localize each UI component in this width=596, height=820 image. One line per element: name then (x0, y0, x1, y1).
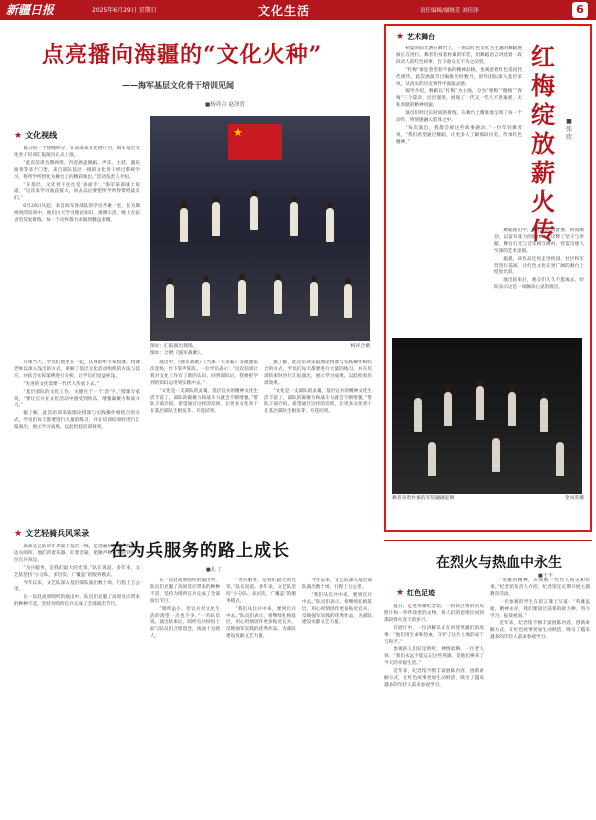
third-headline: 在烈火与热血中永生 (436, 555, 562, 571)
paragraph: 夏日，走进英雄纪念馆，一段段泛黄的历史照片和一件件珍贵的文物，将人们的思绪拉回到那段烽火连天的岁月。 (384, 604, 484, 623)
main-article-col1 (14, 146, 140, 336)
stage-light (150, 236, 370, 341)
second-article-col3 (226, 578, 296, 814)
paragraph: 6月29日从起，来自海军各部队的学员齐聚一堂，在为期两周的培训中，他们白天学习理论知识、观摩示范，晚上在宿舍里反复排练，每一个动作都力求做到精益求精。 (14, 204, 140, 224)
paragraph: 某部文艺队常年奔波于基层一线，足迹遍布高原、海岛、边关哨所。他们背着乐器、扛着音箱，把歌声和欢笑送到每一位官兵身边。 (14, 544, 140, 563)
paragraph: 近年来，纪念馆不断丰富展陈内容，创新讲解方式，让红色故事更加生动鲜活，吸引了越来越多的年轻人前来参观学习。 (490, 621, 590, 641)
feature-vertical-title: 红梅绽放薪火传 (531, 42, 555, 245)
second-byline: ■孔 丁 (206, 567, 223, 573)
feature-photo-dancers (392, 338, 582, 494)
paragraph: 在一次赴高原哨所的演出中，队员们克服了高原反应带来的种种不适，坚持为哨所官兵完成了全部演出节目。 (150, 578, 220, 604)
performer-figure (428, 442, 436, 476)
performer-figure (540, 398, 548, 432)
third-article-col2 (490, 578, 590, 814)
flag-image (228, 124, 282, 160)
third-byline: ■王丰 (538, 573, 553, 579)
performer-figure (180, 208, 188, 242)
second-article-col4 (302, 578, 372, 814)
paragraph: 开课当天，学员们围坐在一起，认真聆听专家授课。授课老师以深入浅出的方式，讲解了基层文化活动组织的方法与技巧，并结合实际案例进行分析，让学员们受益匪浅。 (14, 360, 140, 379)
paragraph: 据了解，此次培训采取理论授课与实践操作相结合的方式，学员们每天都要进行大量的练习，并在培训结束时进行汇报演出，展示学习成果，以此检验培训效果。 (14, 411, 140, 431)
paragraph: “文化是一支部队的灵魂，基层官兵的精神文化生活丰富了，部队的凝聚力和战斗力就会不断增强。”带队干部介绍，希望通过这样的培训，让更多文化骨干在基层部队生根发芽、开花结果。 (150, 388, 258, 415)
performer-figure (476, 386, 484, 420)
paragraph: “红梅”象征着坚韧不拔的精神品格，也寓意着红色基因代代相传。此次展演节目编排历时数月，创作团队深入基层采风，从真实的历史事件中汲取灵感。 (396, 67, 522, 87)
main-photo-performance (150, 116, 370, 341)
performer-figure (290, 202, 298, 236)
paragraph: “英雄的精神，应该被一代代人铭记和传承。”纪念馆负责人介绍，纪念馆还定期开展主题教育活动。 (490, 578, 590, 597)
paragraph: 演出结束后，观众们久久不愿离去，纷纷表示这是一场触动心灵的演出。 (494, 278, 584, 291)
paragraph: “此次培训为期两周，内容涵盖舞蹈、声乐、主持、器乐演奏等多个门类，来自部队基层一线的文化骨干经过系统学习，将所学所悟化为舞台上的精彩演出。”活动负责人介绍。 (14, 160, 140, 180)
feature-photo-caption: 舞者身着朴素的军装翩翩起舞 (392, 496, 455, 501)
section-heading-label: 文艺轻骑兵风采录 (25, 528, 90, 538)
section-heading-label: 艺术舞台 (407, 32, 436, 41)
second-headline: 在为兵服务的路上成长 (110, 541, 290, 561)
paragraph: 编导介绍，舞蹈以“红梅”为主线，分为“寒梅”“傲梅”“春梅”三个篇章，层层递进，展现了一代又一代人不畏艰难、无私奉献的精神风貌。 (396, 89, 522, 109)
editors-line: 责任编辑/谢继芳 刘佳泽 (420, 8, 479, 14)
paragraph: “基层部队的文化工作，关键在于一个‘活’字。”授课专家说，“要让官兵在文化活动中感受到快乐，增强凝聚力和战斗力。” (14, 389, 140, 409)
paragraph: “为兵服务，是我们最大的光荣。”队长说道。多年来，文艺队坚持“小分队、多层次、广覆盖”的服务模式。 (14, 565, 140, 578)
main-article-col2 (14, 360, 140, 520)
main-article-col4 (264, 360, 372, 520)
caption-line: 图①：汇报演出现场。 (150, 344, 198, 349)
performer-figure (166, 284, 174, 318)
paragraph: “我们从官兵中来，要到官兵中去。”队员们表示，将继续扎根基层，用心用情创作更多贴近官兵、反映强军实践的优秀作品，为部队建设贡献文艺力量。 (226, 606, 296, 640)
section-heading-troupe (14, 528, 89, 539)
paragraph: 在展厅中，一位讲解员正在讲述英雄们的故事：“他们用生命和热血，守护了这片土地的安宁与和平。” (384, 625, 484, 645)
performer-figure (326, 208, 334, 242)
main-headline: 点亮播向海疆的“文化火种” (42, 42, 323, 68)
paragraph: 演出中，《强军战歌》《当那一天来临》等歌曲依次登场，台下掌声阵阵。一位学员表示：“这次培训让我对文化工作有了新的认识，回到部队后，我要把学到的知识运用到实践中去。” (150, 360, 258, 386)
masthead (0, 0, 596, 20)
paragraph: 参观的人们驻足聆听，神情肃穆。一位老人说：“我们永远不能忘记这些英雄，是他们换来了今天的幸福生活。” (384, 647, 484, 667)
paragraph: 演员们经过长时间的排练，在舞台上精准地呈现了每一个动作，将情感融入肢体之中。 (396, 111, 522, 124)
star-icon: ★ (396, 32, 405, 42)
main-article-col3 (150, 360, 258, 520)
paragraph: 今年以来，文艺队深入基层部队演出数十场，行程上万公里。 (14, 580, 140, 593)
paragraph: 今年以来，文艺队深入基层部队演出数十场，行程上万公里。 (302, 578, 372, 590)
paragraph: “先进的文化需要一代代人传承下去。” (23, 381, 100, 387)
paragraph: “为兵服务，是我们最大的光荣。”队长说道。多年来，文艺队坚持“小分队、多层次、广覆盖”的服务模式。 (226, 578, 296, 604)
performer-figure (414, 398, 422, 432)
section-heading-label: 红色足迹 (407, 588, 436, 597)
paragraph: 舞蹈演出中，演员们时而舒展、时而刚劲，以富有张力的肢体动作诠释了坚守与奉献，舞台灯光与音乐相互映衬，营造出感人至深的艺术氛围。 (494, 228, 584, 254)
second-article-col1 (14, 544, 140, 814)
section-heading-culture (14, 130, 57, 141)
feature-photo-credit: 金凤英摄 (564, 496, 584, 501)
paragraph: 一名参观的学生在留言簿上写道：“英雄虽逝，精神永存，我们要接过前辈的接力棒，努力学习，报效祖国。” (490, 599, 590, 619)
paragraph: 夏日的一个傍晚时分，在南部某文化展厅内，海军基层文化骨干培训汇报演出正式上演。 (14, 146, 140, 158)
page-number: 6 (572, 2, 588, 18)
paragraph: 据了解，此次培训采取理论授课与实践操作相结合的方式，学员们每天都要进行大量的练习，并在培训结束时进行汇报演出，展示学习成果，以此检验培训效果。 (264, 360, 372, 386)
main-byline: ■杨祥合 赵泽普 (205, 102, 245, 108)
performer-figure (556, 442, 564, 476)
newspaper-logo: 新疆日报 (6, 3, 55, 17)
paragraph: 初夏的阳光洒在舞台上，一场以红色文化为主题的舞蹈展演正在进行。舞者们身着朴素的军装，用舞蹈语言讲述着一段段动人的红色故事，台下观众无不为之动容。 (396, 46, 522, 65)
page-section-title: 文化生活 (258, 4, 311, 18)
paragraph: “每次演出，我都会被这些故事感动。”一位年轻舞者说，“我们希望通过舞蹈，让更多人了解那段历史，传承红色精神。” (396, 125, 522, 145)
performer-figure (238, 280, 246, 314)
main-subheadline: ——海军基层文化骨干培训见闻 (122, 80, 234, 90)
feature-author: ■张欣 (565, 118, 572, 141)
divider (384, 540, 592, 541)
performer-figure (274, 280, 282, 314)
issue-date: 2025年6月29日 星期日 (92, 7, 157, 14)
main-photo-caption (150, 344, 310, 357)
star-icon: ★ (396, 588, 405, 598)
performer-figure (212, 202, 220, 236)
caption-line: 图②：合唱《强军战歌》。 (150, 350, 205, 356)
performer-figure (344, 284, 352, 318)
star-icon: ★ (14, 529, 23, 539)
paragraph: 近年来，纪念馆不断丰富展陈内容，创新讲解方式，让红色故事更加生动鲜活，吸引了越来越多的年轻人前来参观学习。 (384, 669, 484, 688)
performer-figure (444, 392, 452, 426)
section-heading-red-footprints (396, 588, 435, 598)
paragraph: “在基层，文化骨干往往是‘多面手’。”海军某部战士说道，“这次来学习收获很大，回去以后要把所学所得带给战友们。” (14, 182, 140, 202)
performer-figure (202, 282, 210, 316)
performer-figure (492, 438, 500, 472)
section-heading-art-stage (396, 32, 435, 42)
main-photo-credit: 杨祥合摄 (350, 344, 370, 349)
paragraph: 据悉，该作品还将走进校园、社区和军营进行巡演，让红色文化在更广阔的舞台上绽放光彩。 (494, 256, 584, 276)
paragraph: “我们从官兵中来，要到官兵中去。”队员们表示，将继续扎根基层，用心用情创作更多贴近官兵、反映强军实践的优秀作品，为部队建设贡献文艺力量。 (302, 592, 372, 626)
performer-figure (250, 196, 258, 230)
paragraph: “文化是一支部队的灵魂，基层官兵的精神文化生活丰富了，部队的凝聚力和战斗力就会不断增强。”带队干部介绍，希望通过这样的培训，让更多文化骨干在基层部队生根发芽、开花结果。 (264, 388, 372, 415)
performer-figure (508, 392, 516, 426)
star-icon: ★ (14, 131, 23, 141)
feature-col2 (494, 228, 584, 332)
performer-figure (310, 282, 318, 316)
paragraph: 在一次赴高原哨所的演出中，队员们克服了高原反应带来的种种不适，坚持为哨所官兵完成了全部演出节目。 (14, 595, 140, 608)
section-heading-label: 文化视线 (25, 130, 58, 140)
paragraph: “哨所虽小，但官兵对文化生活的渴望一点也不少。”一名队员说。演出结束后，哨所官兵纷纷上前与队员们合影留念，场面十分感人。 (150, 606, 220, 640)
third-article-col1 (384, 604, 484, 814)
second-article-col2 (150, 578, 220, 814)
